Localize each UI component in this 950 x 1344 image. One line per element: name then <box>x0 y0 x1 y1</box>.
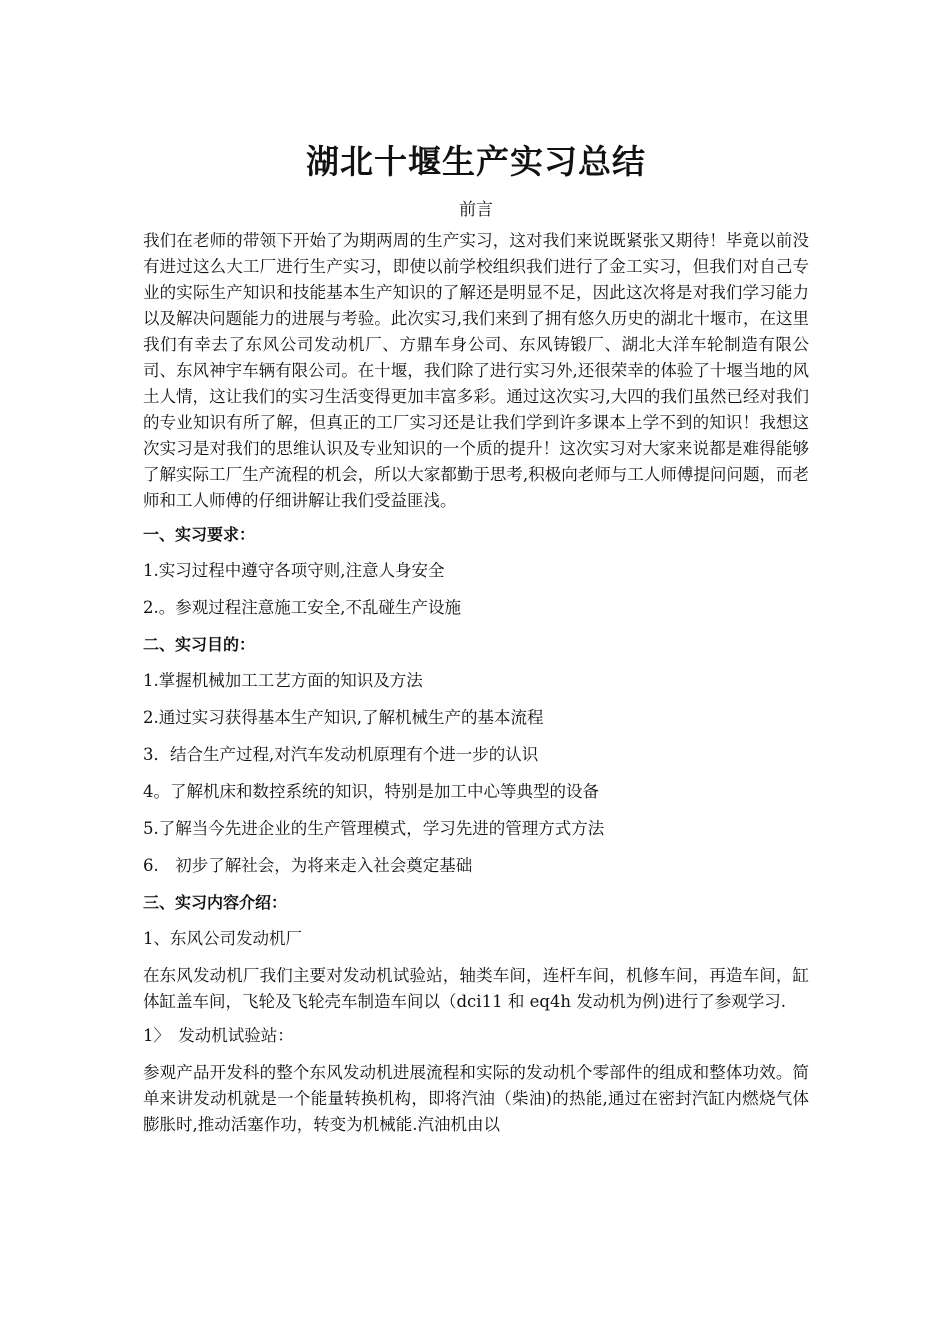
section-heading-content: 三、实习内容介绍： <box>143 893 288 912</box>
engine-plant-paragraph: 在东风发动机厂我们主要对发动机试验站，轴类车间，连杆车间，机修车间，再造车间，缸体缸盖车间，飞轮及飞轮壳车制造车间以（dci11 和 eq4h 发动机为例)进行了参观学习. <box>143 966 809 1011</box>
document-title: 湖北十堰生产实习总结 <box>306 142 646 181</box>
subsection-heading-engine-plant: 1、东风公司发动机厂 <box>143 929 302 948</box>
test-station-paragraph: 参观产品开发科的整个东风发动机进展流程和实际的发动机个零部件的组成和整体功效。简单来讲发动机就是一个能量转换机构，即将汽油（柴油)的热能,通过在密封汽缸内燃烧气体膨胀时,推动活塞作功，转变为机械能.汽油机由以 <box>143 1063 809 1134</box>
preface-heading: 前言 <box>459 200 493 220</box>
objective-item: 6. 初步了解社会，为将来走入社会奠定基础 <box>143 856 473 875</box>
subsection-heading-test-station: 1〉 发动机试验站： <box>143 1026 294 1045</box>
section-heading-objectives: 二、实习目的： <box>143 635 256 654</box>
requirement-item: 1.实习过程中遵守各项守则,注意人身安全 <box>143 561 445 580</box>
section-heading-requirements: 一、实习要求： <box>143 525 256 544</box>
objective-item: 1.掌握机械加工工艺方面的知识及方法 <box>143 671 423 690</box>
document-page <box>143 140 809 1146</box>
objective-item: 5.了解当今先进企业的生产管理模式，学习先进的管理方式方法 <box>143 819 605 838</box>
intro-paragraph: 我们在老师的带领下开始了为期两周的生产实习，这对我们来说既紧张又期待！毕竟以前没有进过这么大工厂进行生产实习，即使以前学校组织我们进行了金工实习，但我们对自己专业的实际生产知识和技能基本生产知识的了解还是明显不足，因此这次将是对我们学习能力以及解决问题能力的进展与考验。此次实习,我们来到了拥有悠久历史的湖北十堰市，在这里我们有幸去了东风公司发动机厂、方鼎车身公司、东风铸锻厂、湖北大洋车轮制造有限公司、东风神宇车辆有限公司。在十堰，我们除了进行实习外,还很荣幸的体验了十堰当地的风土人情，这让我们的实习生活变得更加丰富多彩。通过这次实习,大四的我们虽然已经对我们的专业知识有所了解，但真正的工厂实习还是让我们学到许多课本上学不到的知识！我想这次实习是对我们的思维认识及专业知识的一个质的提升！这次实习对大家来说都是难得能够了解实际工厂生产流程的机会，所以大家都勤于思考,积极向老师与工人师傅提问问题，而老师和工人师傅的仔细讲解让我们受益匪浅。 <box>143 231 809 510</box>
requirement-item: 2.。参观过程注意施工安全,不乱碰生产设施 <box>143 598 461 617</box>
objective-item: 2.通过实习获得基本生产知识,了解机械生产的基本流程 <box>143 708 544 727</box>
objective-item: 3．结合生产过程,对汽车发动机原理有个进一步的认识 <box>143 745 539 764</box>
objective-item: 4。了解机床和数控系统的知识，特别是加工中心等典型的设备 <box>143 782 599 801</box>
